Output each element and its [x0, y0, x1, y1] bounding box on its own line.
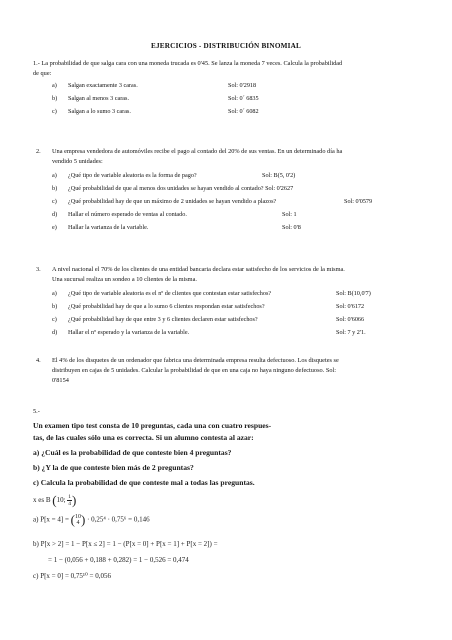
ex3-b-sol: Sol: 0'6172 [336, 303, 365, 310]
ex1-c-label: c) [52, 108, 57, 115]
ex5-number: 5.- [33, 408, 40, 415]
ex3-b-label: b) [52, 303, 58, 310]
ex2-b-label: b) [52, 185, 58, 192]
ex3-number: 3. [36, 266, 41, 273]
ex4-number: 4. [36, 357, 41, 364]
ex2-line2: vendido 5 unidades: [52, 158, 103, 165]
ex2-b-text: ¿Qué probabilidad de que al menos dos unidades se hayan vendido al contado? Sol: 0'2627 [68, 185, 294, 192]
ex2-a-sol: Sol: B(5, 0'2) [262, 172, 296, 179]
ex2-a-label: a) [52, 172, 57, 179]
page-title: EJERCICIOS - DISTRIBUCIÓN BINOMIAL [151, 42, 301, 50]
ex4-line1: El 4% de los disquetes de un ordenador que fabrica una determinada empresa resulta defectuoso. Los disquetes se [52, 357, 339, 364]
ex1-b-text: Salgan al menos 3 caras. [68, 95, 129, 102]
ex2-c-label: c) [52, 198, 57, 205]
ex2-c-sol: Sol: 0'0579 [344, 198, 373, 205]
ex2-c-text: ¿Qué probabilidad hay de que un máximo de 2 unidades se hayan vendido a plazos? [68, 198, 277, 205]
ex5-statement-line1: Un examen tipo test consta de 10 preguntas, cada una con cuatro respues- [33, 421, 272, 430]
ex5-question-a: a) ¿Cuál es la probabilidad de que conteste bien 4 preguntas? [33, 448, 232, 457]
ex4-line2: distribuyen en cajas de 5 unidades. Calcular la probabilidad de que en una caja no haya ninguno defectuoso. Sol: [52, 367, 336, 374]
ex2-a-text: ¿Qué tipo de variable aleatoria es la forma de pago? [68, 172, 197, 179]
ex2-e-sol: Sol: 0'8 [282, 224, 301, 231]
ex2-line1: Una empresa vendedora de automóviles recibe el pago al contado del 20% de sus ventas. En un determinado día ha [52, 148, 343, 155]
ex1-line1: 1.- La probabilidad de que salga cara con una moneda trucada es 0'45. Se lanza la moneda 7 veces. Calcula la probabilidad [33, 60, 343, 67]
ex2-d-text: Hallar el número esperado de ventas al contado. [68, 211, 187, 218]
ex3-line1: A nivel nacional el 70% de los clientes de una entidad bancaria declara estar satisfecho de los servicios de la misma. [52, 266, 345, 273]
ex5-solution-b-line1: b) P[x > 2] = 1 − P[x ≤ 2] = 1 − (P[x = 0] + P[x = 1] + P[x = 2]) = [33, 540, 218, 548]
ex2-number: 2. [36, 148, 41, 155]
ex1-a-sol: Sol: 0'2918 [228, 82, 257, 89]
ex3-a-text: ¿Qué tipo de variable aleatoria es el nº de clientes que contestan estar satisfechos? [68, 290, 272, 297]
ex3-c-label: c) [52, 316, 57, 323]
ex5-solution-a: a) P[x = 4] = ( 10 4 ) · 0,25⁴ · 0,75⁶ = 0,146 [33, 512, 150, 527]
distribution-n: 10; [56, 496, 66, 505]
ex2-e-text: Hallar la varianza de la variable. [68, 224, 149, 231]
ex1-a-label: a) [52, 82, 57, 89]
ex2-e-label: e) [52, 224, 57, 231]
ex1-line2: de que: [33, 70, 52, 77]
ex4-line3: 0'8154 [52, 377, 69, 384]
ex3-line2: Una sucursal realiza un sondeo a 10 clientes de la misma. [52, 276, 197, 283]
ex2-d-sol: Sol: 1 [282, 211, 297, 218]
ex5-solution-b-line2: = 1 − (0,056 + 0,188 + 0,282) = 1 − 0,526 = 0,474 [48, 556, 189, 564]
ex1-c-sol: Sol: 0´ 6082 [228, 108, 259, 115]
ex3-d-text: Hallar el nº esperado y la varianza de la variable. [68, 329, 190, 336]
ex5-solution-c: c) P[x = 0] = 0,75¹⁰ = 0,056 [33, 572, 111, 580]
ex5-statement-line2: tas, de las cuales sólo una es correcta. Si un alumno contesta al azar: [33, 433, 254, 442]
ex3-d-label: d) [52, 329, 58, 336]
ex5-question-c: c) Calcula la probabilidad de que conteste mal a todas las preguntas. [33, 478, 255, 487]
ex5-question-b: b) ¿Y la de que conteste bien más de 2 preguntas? [33, 463, 194, 472]
solution-a-result: · 0,25⁴ · 0,75⁶ = 0,146 [87, 515, 150, 524]
ex1-b-label: b) [52, 95, 58, 102]
ex1-c-text: Salgan a lo sumo 3 caras. [68, 108, 131, 115]
ex2-d-label: d) [52, 211, 58, 218]
distribution-p-fraction: $\frac{1}{4}$ [68, 494, 72, 507]
ex1-a-text: Salgan exactamente 3 caras. [68, 82, 138, 89]
distribution-prefix: x es B [33, 496, 51, 505]
ex3-a-sol: Sol: B(10,0'7) [336, 290, 371, 297]
ex3-a-label: a) [52, 290, 57, 297]
ex3-d-sol: Sol: 7 y 2'1. [336, 329, 366, 336]
ex5-distribution: x es B (10; $\frac{1}{4}$ ) [33, 492, 77, 508]
solution-a-prefix: a) P[x = 4] = [33, 515, 69, 524]
ex1-b-sol: Sol: 0´ 6835 [228, 95, 259, 102]
ex3-b-text: ¿Qué probabilidad hay de que a lo sumo 6 clientes respondan estar satisfechos? [68, 303, 265, 310]
ex3-c-sol: Sol: 0'6066 [336, 316, 365, 323]
ex3-c-text: ¿Qué probabilidad hay de que entre 3 y 6 clientes declaren estar satisfechos? [68, 316, 258, 323]
binomial-coefficient: 10 4 [74, 514, 81, 526]
